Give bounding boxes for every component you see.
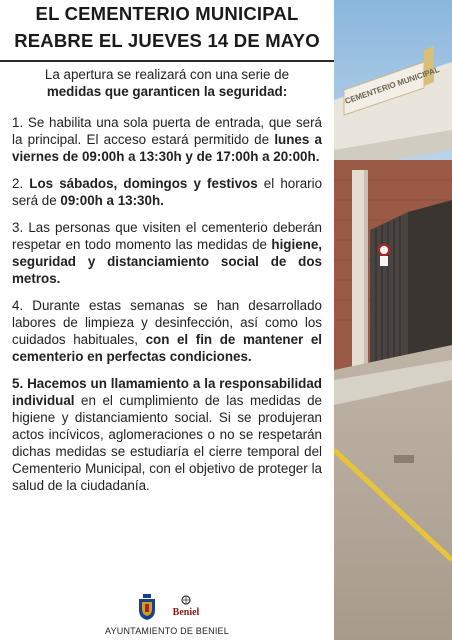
coat-of-arms-icon bbox=[138, 594, 156, 620]
town-hall-name: AYUNTAMIENTO DE BENIEL bbox=[105, 626, 229, 636]
measure-2-days: Los sábados, domingos y festivos bbox=[29, 176, 258, 191]
measure-1 bbox=[12, 114, 322, 165]
measure-3-text: 3. Las personas que visiten el cementerio deberán respetar en todo momento las medidas de bbox=[12, 220, 322, 252]
measure-5 bbox=[12, 375, 322, 494]
intro-paragraph bbox=[12, 66, 322, 100]
measure-1-hours: lunes a viernes de 09:00h a 13:30h y de 17:00h a 20:00h. bbox=[12, 132, 322, 164]
measure-4 bbox=[12, 297, 322, 365]
measure-2-number: 2. bbox=[12, 176, 30, 191]
cemetery-entrance-photo bbox=[334, 0, 452, 640]
measure-2 bbox=[12, 175, 322, 209]
header bbox=[0, 0, 334, 62]
svg-text:Beniel: Beniel bbox=[172, 607, 200, 618]
measure-3-bold: higiene, seguridad y distanciamiento social de dos metros. bbox=[12, 237, 322, 286]
measure-4-bold: con el fin de mantener el cementerio en perfectas condiciones. bbox=[12, 332, 322, 364]
measure-2-text: el horario será de bbox=[12, 176, 323, 208]
measure-5-bold: 5. Hacemos un llamamiento a la responsabilidad individual bbox=[12, 376, 322, 408]
measure-2-hours: 09:00h a 13:30h. bbox=[60, 193, 164, 208]
measure-5-text: en el cumplimiento de las medidas de higiene y distanciamiento social. Si se produjeran actos incívicos, aglomeraciones o no se respetarán dichas medidas se estudiaría el cierre temporal del Cementerio Municipal, con el objetivo de proteger la salud de la ciudadanía. bbox=[12, 393, 322, 493]
beniel-logo bbox=[172, 594, 200, 620]
announcement-body bbox=[12, 66, 322, 504]
footer bbox=[0, 592, 334, 640]
headline-line-2: REABRE EL JUEVES 14 DE MAYO bbox=[14, 30, 320, 51]
measure-1-text: 1. Se habilita una sola puerta de entrada, que será la principal. El acceso estará permitido de bbox=[12, 115, 322, 147]
headline-line-1: EL CEMENTERIO MUNICIPAL bbox=[35, 3, 299, 24]
cemetery-sign-text: CEMENTERIO MUNICIPAL bbox=[343, 65, 441, 106]
intro-bold-text: medidas que garanticen la seguridad: bbox=[46, 84, 288, 99]
measure-4-text: 4. Durante estas semanas se han desarrollado labores de limpieza y desinfección, así como los cuidados habituales, bbox=[12, 298, 322, 347]
measure-3 bbox=[12, 219, 322, 287]
intro-text: La apertura se realizará con una serie de bbox=[44, 67, 290, 82]
